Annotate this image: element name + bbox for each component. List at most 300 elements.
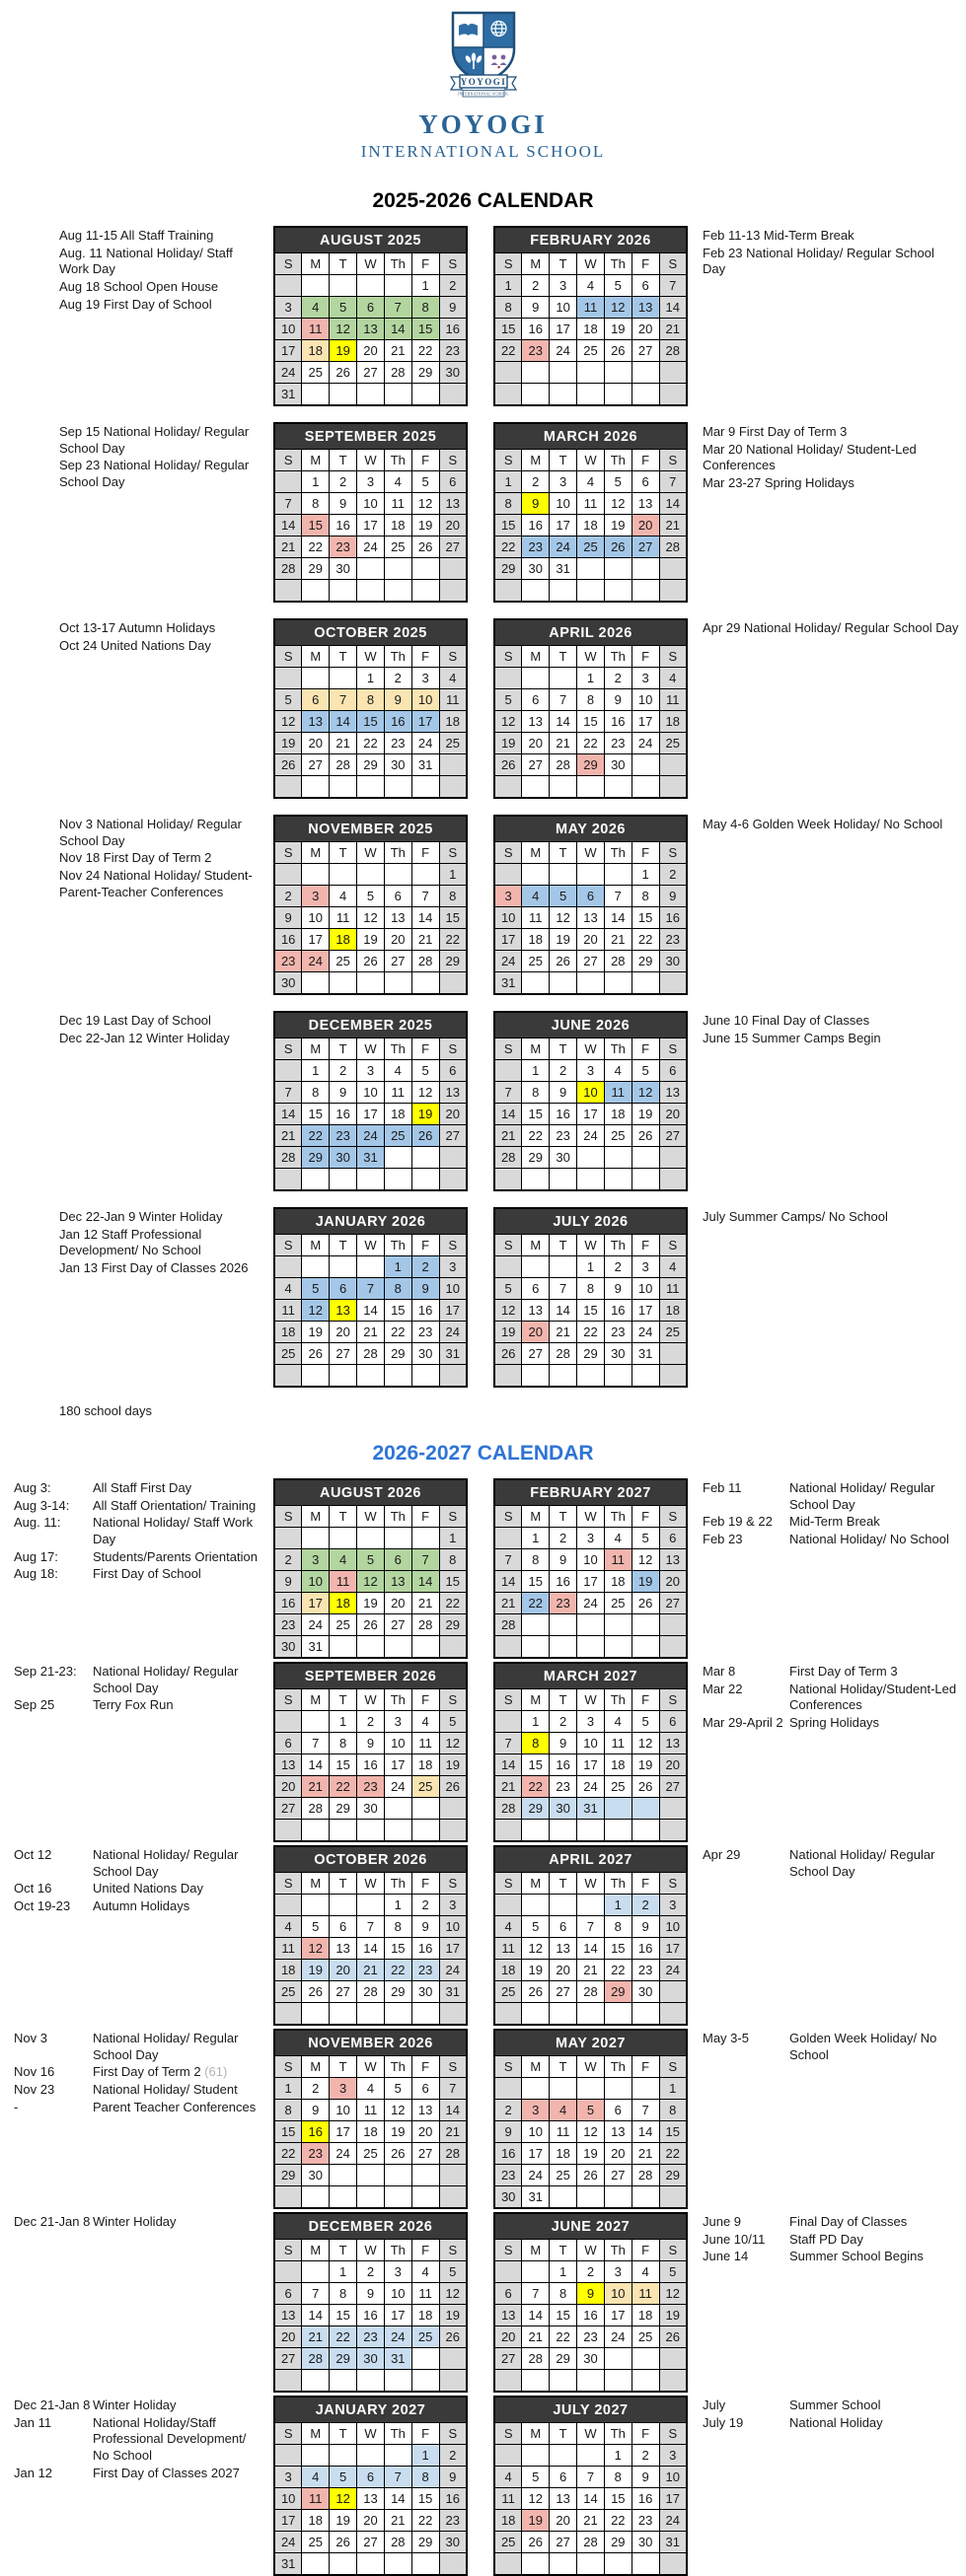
- note-text: National Holiday/ No School: [789, 1531, 949, 1546]
- day-cell: [494, 1636, 522, 1659]
- day-cell: [494, 384, 522, 406]
- school-name: YOYOGI: [418, 109, 548, 139]
- day-cell: 16: [330, 515, 357, 537]
- day-cell: 25: [604, 1593, 632, 1614]
- day-cell: [274, 1895, 302, 1916]
- day-cell: [439, 754, 467, 776]
- note-line: [14, 1515, 265, 1547]
- day-cell: 6: [522, 689, 550, 711]
- notes-block: [688, 1207, 966, 1227]
- day-cell: 25: [550, 2165, 577, 2186]
- day-cell: 11: [550, 2121, 577, 2143]
- day-cell: [550, 2553, 577, 2576]
- day-cell: [494, 1711, 522, 1733]
- day-cell: 25: [411, 2326, 439, 2348]
- day-cell: [330, 1365, 357, 1388]
- day-cell: 30: [550, 1798, 577, 1820]
- day-cell: 20: [577, 929, 605, 951]
- day-cell: [439, 2165, 467, 2186]
- day-cell: 5: [411, 471, 439, 493]
- day-cell: [494, 1528, 522, 1549]
- day-header: S: [439, 1873, 467, 1895]
- notes-block: [688, 1011, 966, 1047]
- day-header: F: [632, 2240, 659, 2261]
- day-cell: [550, 2370, 577, 2393]
- day-cell: 15: [302, 515, 330, 537]
- day-cell: 5: [357, 1549, 385, 1571]
- notes-block: [0, 2029, 273, 2116]
- note-line: [703, 2031, 960, 2063]
- day-header: T: [550, 450, 577, 471]
- day-cell: [494, 1365, 522, 1388]
- day-cell: 3: [632, 1256, 659, 1278]
- day-header: F: [411, 2240, 439, 2261]
- day-cell: 19: [357, 1593, 385, 1614]
- day-cell: [604, 1365, 632, 1388]
- day-cell: 20: [274, 2326, 302, 2348]
- day-cell: 11: [659, 689, 687, 711]
- day-header: F: [632, 1038, 659, 1060]
- day-header: F: [411, 1873, 439, 1895]
- note-line: June 15 Summer Camps Begin: [703, 1030, 881, 1045]
- day-cell: [384, 1147, 411, 1169]
- day-cell: [577, 1147, 605, 1169]
- day-cell: 5: [632, 1711, 659, 1733]
- day-cell: 21: [632, 2143, 659, 2165]
- day-cell: 15: [411, 319, 439, 340]
- day-cell: 2: [439, 275, 467, 297]
- day-cell: 10: [577, 1082, 605, 1104]
- month-title: OCTOBER 2025: [274, 619, 467, 646]
- day-cell: 25: [439, 733, 467, 754]
- day-header: S: [274, 253, 302, 275]
- day-cell: 19: [632, 1104, 659, 1125]
- note-line: [14, 2064, 265, 2081]
- note-date: Jan 12: [14, 2465, 53, 2480]
- day-cell: 1: [384, 1256, 411, 1278]
- day-cell: 29: [632, 951, 659, 972]
- note-line: [14, 1898, 265, 1915]
- day-cell: 19: [522, 1960, 550, 1981]
- day-cell: 9: [274, 907, 302, 929]
- day-cell: 14: [659, 297, 687, 319]
- day-cell: 16: [632, 1938, 659, 1960]
- day-cell: 19: [659, 2305, 687, 2326]
- day-cell: 4: [494, 2467, 522, 2488]
- note-line: Aug. 11 National Holiday/ Staff Work Day: [59, 245, 233, 277]
- day-cell: 9: [494, 2121, 522, 2143]
- month-calendar: [493, 618, 688, 799]
- month-row: [0, 1845, 966, 2026]
- day-header: F: [632, 646, 659, 668]
- month-title: JUNE 2026: [494, 1012, 687, 1038]
- day-cell: 19: [274, 733, 302, 754]
- day-cell: [577, 2186, 605, 2209]
- day-cell: 14: [494, 1754, 522, 1776]
- day-cell: 11: [577, 297, 605, 319]
- day-cell: 21: [357, 1960, 385, 1981]
- day-cell: 29: [330, 1798, 357, 1820]
- day-cell: [522, 1365, 550, 1388]
- day-cell: 9: [632, 2467, 659, 2488]
- day-cell: 14: [357, 1938, 385, 1960]
- month-title: APRIL 2027: [494, 1846, 687, 1873]
- day-cell: 10: [659, 2467, 687, 2488]
- day-cell: 27: [522, 754, 550, 776]
- month-title: JULY 2027: [494, 2397, 687, 2423]
- day-cell: [302, 2003, 330, 2026]
- day-cell: 24: [550, 537, 577, 558]
- day-cell: [550, 362, 577, 384]
- day-cell: [659, 1614, 687, 1636]
- note-text: National Holiday/ Regular School Day: [93, 1847, 239, 1879]
- day-cell: 23: [659, 929, 687, 951]
- day-header: S: [659, 2056, 687, 2078]
- note-line: Feb 23 National Holiday/ Regular School Day: [703, 245, 934, 277]
- day-cell: 24: [330, 2143, 357, 2165]
- day-cell: 7: [384, 297, 411, 319]
- month-row: [0, 1011, 966, 1191]
- note-line: Dec 19 Last Day of School: [59, 1013, 211, 1028]
- day-cell: 21: [659, 515, 687, 537]
- crest-ribbon-text: YOYOGI: [460, 77, 506, 87]
- day-cell: 28: [411, 1614, 439, 1636]
- day-header: Th: [384, 1235, 411, 1256]
- day-header: M: [302, 1235, 330, 1256]
- day-cell: [604, 1636, 632, 1659]
- day-cell: 9: [604, 1278, 632, 1300]
- day-cell: 25: [494, 2532, 522, 2553]
- day-cell: 26: [357, 1614, 385, 1636]
- day-cell: 25: [357, 2143, 385, 2165]
- day-cell: 26: [494, 754, 522, 776]
- day-cell: 26: [274, 754, 302, 776]
- month-title: JANUARY 2026: [274, 1208, 467, 1235]
- notes-block: [0, 2212, 273, 2232]
- day-cell: 3: [522, 2100, 550, 2121]
- day-cell: 8: [439, 886, 467, 907]
- day-cell: 13: [522, 711, 550, 733]
- day-header: Th: [384, 1689, 411, 1711]
- day-cell: [274, 2370, 302, 2393]
- note-date: Feb 23: [703, 1531, 743, 1546]
- day-cell: 16: [384, 711, 411, 733]
- day-cell: 27: [659, 1593, 687, 1614]
- day-header: W: [357, 450, 385, 471]
- day-cell: [330, 2186, 357, 2209]
- day-cell: 18: [302, 2510, 330, 2532]
- day-cell: 3: [411, 668, 439, 689]
- day-cell: [330, 1895, 357, 1916]
- note-text: All Staff Orientation/ Training: [93, 1497, 257, 1513]
- note-line: Aug 11-15 All Staff Training: [59, 228, 214, 243]
- day-cell: 10: [384, 1733, 411, 1754]
- day-header: M: [302, 253, 330, 275]
- day-cell: 4: [384, 1060, 411, 1082]
- note-date: Feb 19 & 22: [703, 1514, 773, 1530]
- notes-block: [688, 2396, 966, 2432]
- day-header: T: [550, 842, 577, 864]
- month-title: MARCH 2027: [494, 1663, 687, 1689]
- day-cell: 17: [522, 2143, 550, 2165]
- day-header: S: [274, 646, 302, 668]
- note-line: [703, 2415, 960, 2432]
- day-cell: 6: [384, 886, 411, 907]
- day-cell: 29: [411, 362, 439, 384]
- day-cell: 9: [330, 1082, 357, 1104]
- school-days-footnote: 180 school days: [59, 1403, 152, 1418]
- day-cell: [302, 1528, 330, 1549]
- day-cell: 5: [411, 1060, 439, 1082]
- day-cell: 21: [659, 319, 687, 340]
- day-header: S: [659, 2240, 687, 2261]
- day-cell: 14: [274, 515, 302, 537]
- day-cell: 17: [357, 1104, 385, 1125]
- day-cell: 17: [550, 515, 577, 537]
- day-cell: 28: [494, 1147, 522, 1169]
- day-cell: 5: [439, 2261, 467, 2283]
- day-cell: [632, 1798, 659, 1820]
- day-header: S: [494, 253, 522, 275]
- day-cell: 2: [302, 2078, 330, 2100]
- day-cell: 17: [604, 2305, 632, 2326]
- day-cell: 13: [632, 297, 659, 319]
- day-cell: 12: [411, 493, 439, 515]
- day-cell: [411, 1820, 439, 1842]
- day-cell: 11: [577, 493, 605, 515]
- month-row: [0, 422, 966, 603]
- note-date: Dec 21-Jan 8: [14, 2397, 91, 2412]
- day-cell: 14: [550, 711, 577, 733]
- day-cell: 9: [439, 2467, 467, 2488]
- day-cell: [330, 1528, 357, 1549]
- day-cell: 30: [411, 1981, 439, 2003]
- note-date: Aug 17:: [14, 1548, 58, 1564]
- month-calendar: [493, 2396, 688, 2576]
- note-line: [703, 1532, 960, 1548]
- day-cell: [274, 668, 302, 689]
- day-cell: 5: [632, 1060, 659, 1082]
- day-header: Th: [384, 253, 411, 275]
- day-cell: 29: [604, 2532, 632, 2553]
- day-cell: 19: [439, 2305, 467, 2326]
- day-cell: 6: [411, 2078, 439, 2100]
- day-cell: 20: [330, 1960, 357, 1981]
- day-cell: 12: [494, 1300, 522, 1322]
- day-cell: 30: [439, 2532, 467, 2553]
- day-cell: 17: [577, 1571, 605, 1593]
- note-text: Terry Fox Run: [93, 1697, 174, 1713]
- day-cell: 15: [330, 2305, 357, 2326]
- day-header: F: [411, 450, 439, 471]
- day-cell: 21: [494, 1125, 522, 1147]
- day-cell: 25: [577, 340, 605, 362]
- day-cell: 23: [357, 2326, 385, 2348]
- day-cell: 3: [357, 471, 385, 493]
- day-header: M: [522, 450, 550, 471]
- day-cell: 4: [604, 1528, 632, 1549]
- day-cell: 31: [577, 1798, 605, 1820]
- day-header: W: [577, 2423, 605, 2445]
- day-cell: 30: [330, 1147, 357, 1169]
- day-cell: 20: [659, 1571, 687, 1593]
- day-cell: 3: [302, 1549, 330, 1571]
- day-cell: 3: [494, 886, 522, 907]
- day-cell: 17: [357, 515, 385, 537]
- day-cell: 14: [274, 1104, 302, 1125]
- day-cell: [330, 1636, 357, 1659]
- note-text: National Holiday/ Staff Work Day: [93, 1515, 254, 1546]
- day-cell: 5: [330, 297, 357, 319]
- day-cell: 15: [522, 1571, 550, 1593]
- day-header: M: [522, 2056, 550, 2078]
- day-cell: 20: [302, 733, 330, 754]
- day-cell: 14: [632, 2121, 659, 2143]
- day-header: W: [577, 2240, 605, 2261]
- day-cell: 14: [357, 1300, 385, 1322]
- day-cell: 5: [330, 2467, 357, 2488]
- day-cell: 28: [439, 2143, 467, 2165]
- day-cell: 12: [439, 2283, 467, 2305]
- day-cell: [494, 2370, 522, 2393]
- day-header: T: [330, 1506, 357, 1528]
- day-cell: 22: [604, 1960, 632, 1981]
- day-cell: [550, 864, 577, 886]
- day-cell: 17: [411, 711, 439, 733]
- month-calendar: [273, 1478, 468, 1659]
- day-cell: [659, 2003, 687, 2026]
- day-cell: 27: [439, 537, 467, 558]
- day-cell: 10: [357, 493, 385, 515]
- day-cell: [522, 1895, 550, 1916]
- day-cell: 16: [604, 1300, 632, 1322]
- day-header: F: [411, 2423, 439, 2445]
- day-cell: [659, 1981, 687, 2003]
- day-cell: 26: [330, 362, 357, 384]
- day-header: S: [439, 2056, 467, 2078]
- day-header: S: [274, 450, 302, 471]
- day-cell: 7: [494, 1549, 522, 1571]
- day-header: W: [357, 1235, 385, 1256]
- day-cell: 16: [659, 907, 687, 929]
- day-cell: [302, 2261, 330, 2283]
- day-cell: 22: [439, 929, 467, 951]
- day-cell: 1: [302, 471, 330, 493]
- day-cell: [274, 1711, 302, 1733]
- day-cell: [357, 2003, 385, 2026]
- day-cell: 1: [604, 1895, 632, 1916]
- day-cell: 16: [522, 319, 550, 340]
- day-cell: 28: [302, 2348, 330, 2370]
- day-cell: [550, 776, 577, 799]
- note-line: Feb 11-13 Mid-Term Break: [703, 228, 855, 243]
- day-cell: 25: [302, 362, 330, 384]
- day-cell: [522, 1820, 550, 1842]
- day-cell: 23: [274, 951, 302, 972]
- notes-block: [688, 1478, 966, 1549]
- day-header: Th: [384, 646, 411, 668]
- day-cell: 13: [659, 1549, 687, 1571]
- day-cell: 17: [302, 1593, 330, 1614]
- day-cell: [550, 384, 577, 406]
- day-header: S: [439, 842, 467, 864]
- day-cell: 14: [384, 2488, 411, 2510]
- day-cell: 23: [604, 733, 632, 754]
- day-cell: 28: [411, 951, 439, 972]
- day-cell: 2: [274, 1549, 302, 1571]
- day-cell: 31: [494, 972, 522, 995]
- day-cell: 23: [357, 1776, 385, 1798]
- day-cell: 3: [632, 668, 659, 689]
- day-cell: 31: [439, 1981, 467, 2003]
- day-header: Th: [604, 450, 632, 471]
- day-cell: 14: [659, 493, 687, 515]
- day-cell: 13: [632, 493, 659, 515]
- day-cell: 21: [302, 1776, 330, 1798]
- day-cell: 19: [632, 1754, 659, 1776]
- day-header: S: [494, 1506, 522, 1528]
- day-cell: [494, 362, 522, 384]
- day-cell: 29: [357, 754, 385, 776]
- day-cell: [439, 1365, 467, 1388]
- day-header: Th: [384, 2423, 411, 2445]
- day-cell: [550, 1256, 577, 1278]
- note-line: [703, 1715, 960, 1732]
- day-cell: 29: [330, 2348, 357, 2370]
- day-cell: 28: [274, 1147, 302, 1169]
- day-cell: [330, 2165, 357, 2186]
- note-muted: (61): [200, 2064, 228, 2080]
- day-cell: 10: [494, 907, 522, 929]
- day-header: S: [439, 646, 467, 668]
- day-cell: 29: [302, 1147, 330, 1169]
- day-cell: [274, 776, 302, 799]
- day-header: M: [302, 1506, 330, 1528]
- notes-block: [688, 815, 966, 834]
- day-cell: [550, 668, 577, 689]
- day-cell: 11: [384, 493, 411, 515]
- day-cell: 14: [494, 1104, 522, 1125]
- month-row: [0, 226, 966, 406]
- day-cell: [384, 864, 411, 886]
- day-cell: 2: [357, 1711, 385, 1733]
- day-cell: 6: [330, 1916, 357, 1938]
- day-cell: [604, 558, 632, 580]
- day-cell: [632, 362, 659, 384]
- day-cell: 21: [577, 2510, 605, 2532]
- day-header: S: [659, 646, 687, 668]
- day-cell: 26: [384, 2143, 411, 2165]
- day-cell: [357, 864, 385, 886]
- day-cell: 30: [411, 1343, 439, 1365]
- day-cell: 5: [494, 1278, 522, 1300]
- day-cell: 26: [632, 1593, 659, 1614]
- day-cell: 24: [659, 1960, 687, 1981]
- day-cell: 30: [604, 1343, 632, 1365]
- day-cell: [384, 2186, 411, 2209]
- note-text: First Day of Classes 2027: [93, 2465, 240, 2480]
- day-cell: 7: [384, 2467, 411, 2488]
- day-cell: 19: [330, 340, 357, 362]
- day-cell: 19: [550, 929, 577, 951]
- note-line: [14, 1881, 265, 1897]
- day-cell: 30: [632, 1981, 659, 2003]
- day-cell: [411, 1147, 439, 1169]
- day-cell: 7: [274, 1082, 302, 1104]
- day-cell: 13: [522, 1300, 550, 1322]
- note-date: July: [703, 2397, 726, 2412]
- day-cell: 16: [357, 1754, 385, 1776]
